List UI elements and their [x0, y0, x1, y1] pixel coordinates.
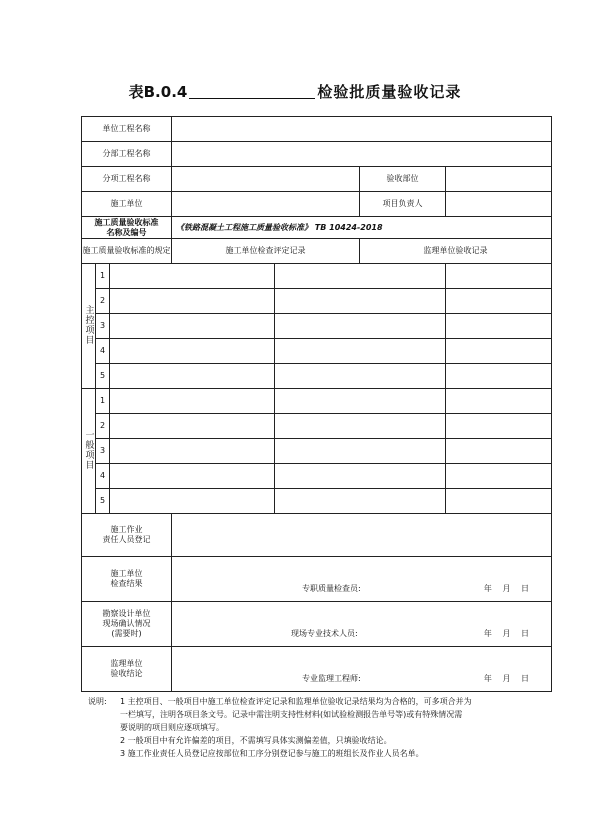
general-item-contractor[interactable] — [275, 389, 446, 414]
supervisor-record-header: 监理单位验收记录 — [360, 239, 552, 264]
spec-header: 施工质量验收标准的规定 — [82, 239, 172, 264]
general-item-spec[interactable] — [110, 464, 275, 489]
title-prefix: 表B.0.4 — [128, 83, 188, 101]
supervisor-conclusion-label — [82, 647, 172, 692]
contractor-result-line1: 施工单位 — [110, 569, 143, 578]
general-item-spec[interactable] — [110, 489, 275, 514]
standard-label-line2: 名称及编号 — [106, 227, 147, 237]
general-item-supervisor[interactable] — [446, 439, 552, 464]
general-group — [82, 389, 96, 514]
note-1-line-1: 1 主控项目、一般项目中施工单位检查评定记录和监理单位验收记录结果均为合格的，可多项合并为 — [120, 697, 472, 706]
survey-date: 年 月 日 — [483, 629, 530, 638]
contractor-result-field[interactable] — [172, 557, 552, 602]
item-project-field[interactable] — [172, 167, 360, 192]
contractor-record-header: 施工单位检查评定记录 — [172, 239, 360, 264]
note-1-line-2: 一栏填写，注明各项目条文号。记录中需注明支持性材料(如试验检测报告单号等)或有特殊情况需 — [120, 710, 463, 719]
inspection-form-table — [81, 116, 552, 692]
general-item-number: 4 — [96, 464, 110, 489]
project-leader-field[interactable] — [446, 192, 552, 217]
survey-label — [82, 602, 172, 647]
supervisor-conclusion-line2: 验收结论 — [110, 669, 143, 678]
general-item-supervisor[interactable] — [446, 464, 552, 489]
main-item-spec[interactable] — [110, 314, 275, 339]
main-item-spec[interactable] — [110, 364, 275, 389]
contractor-date: 年 月 日 — [483, 584, 530, 593]
main-control-group — [82, 264, 96, 389]
crew-label-line2: 责任人员登记 — [102, 535, 151, 544]
note-1-line-3: 要说明的项目则应逐项填写。 — [120, 723, 224, 732]
title-suffix: 检验批质量验收记录 — [317, 83, 462, 101]
general-item-number: 3 — [96, 439, 110, 464]
inspection-part-field[interactable] — [446, 167, 552, 192]
note-2: 2 一般项目中有允许偏差的项目，不需填写具体实测偏差值，只填验收结论。 — [120, 736, 392, 745]
unit-project-field[interactable] — [172, 117, 552, 142]
supervisor-date: 年 月 日 — [483, 674, 530, 683]
crew-label-line1: 施工作业 — [110, 525, 143, 534]
general-item-spec[interactable] — [110, 439, 275, 464]
site-tech-label: 现场专业技术人员: — [291, 629, 358, 638]
general-item-contractor[interactable] — [275, 414, 446, 439]
main-item-contractor[interactable] — [275, 364, 446, 389]
main-item-number: 2 — [96, 289, 110, 314]
main-item-supervisor[interactable] — [446, 339, 552, 364]
quality-inspector-label: 专职质量检查员: — [302, 584, 361, 593]
general-item-number: 5 — [96, 489, 110, 514]
general-item-number: 1 — [96, 389, 110, 414]
construction-unit-field[interactable] — [172, 192, 360, 217]
crew-label — [82, 514, 172, 557]
standard-label-line1: 施工质量验收标准 — [94, 217, 159, 227]
survey-label-line1: 勘察设计单位 — [102, 609, 151, 618]
main-item-contractor[interactable] — [275, 264, 446, 289]
construction-unit-label: 施工单位 — [82, 192, 172, 217]
main-item-supervisor[interactable] — [446, 314, 552, 339]
note-3: 3 施工作业责任人员登记应按部位和工序分别登记参与施工的班组长及作业人员名单。 — [120, 749, 424, 758]
general-item-contractor[interactable] — [275, 464, 446, 489]
main-control-label: 主控项目 — [83, 304, 94, 345]
general-label: 一般项目 — [83, 429, 94, 470]
survey-field[interactable] — [172, 602, 552, 647]
main-item-supervisor[interactable] — [446, 364, 552, 389]
main-item-number: 1 — [96, 264, 110, 289]
form-title — [0, 80, 590, 104]
item-project-label: 分项工程名称 — [82, 167, 172, 192]
general-item-spec[interactable] — [110, 414, 275, 439]
main-item-number: 5 — [96, 364, 110, 389]
standard-value: 《铁路混凝土工程施工质量验收标准》 TB 10424-2018 — [172, 217, 552, 239]
division-project-label: 分部工程名称 — [82, 142, 172, 167]
main-item-supervisor[interactable] — [446, 264, 552, 289]
crew-field[interactable] — [172, 514, 552, 557]
general-item-spec[interactable] — [110, 389, 275, 414]
general-item-supervisor[interactable] — [446, 489, 552, 514]
main-item-spec[interactable] — [110, 339, 275, 364]
main-item-spec[interactable] — [110, 289, 275, 314]
supervisor-conclusion-line1: 监理单位 — [110, 659, 143, 668]
notes-section — [88, 695, 554, 760]
division-project-field[interactable] — [172, 142, 552, 167]
main-item-spec[interactable] — [110, 264, 275, 289]
standard-label — [82, 217, 172, 239]
main-item-contractor[interactable] — [275, 289, 446, 314]
main-item-supervisor[interactable] — [446, 289, 552, 314]
notes-heading: 说明: — [88, 697, 107, 706]
general-item-number: 2 — [96, 414, 110, 439]
project-leader-label: 项目负责人 — [360, 192, 446, 217]
inspection-part-label: 验收部位 — [360, 167, 446, 192]
supervisor-engineer-label: 专业监理工程师: — [302, 674, 361, 683]
general-item-supervisor[interactable] — [446, 389, 552, 414]
main-item-number: 3 — [96, 314, 110, 339]
contractor-result-line2: 检查结果 — [110, 579, 143, 588]
main-item-number: 4 — [96, 339, 110, 364]
general-item-contractor[interactable] — [275, 439, 446, 464]
general-item-supervisor[interactable] — [446, 414, 552, 439]
main-item-contractor[interactable] — [275, 314, 446, 339]
unit-project-label: 单位工程名称 — [82, 117, 172, 142]
contractor-result-label — [82, 557, 172, 602]
main-item-contractor[interactable] — [275, 339, 446, 364]
general-item-contractor[interactable] — [275, 489, 446, 514]
survey-label-line3: (需要时) — [111, 629, 142, 638]
survey-label-line2: 现场确认情况 — [102, 619, 151, 628]
title-blank-line[interactable] — [189, 80, 315, 99]
supervisor-conclusion-field[interactable] — [172, 647, 552, 692]
